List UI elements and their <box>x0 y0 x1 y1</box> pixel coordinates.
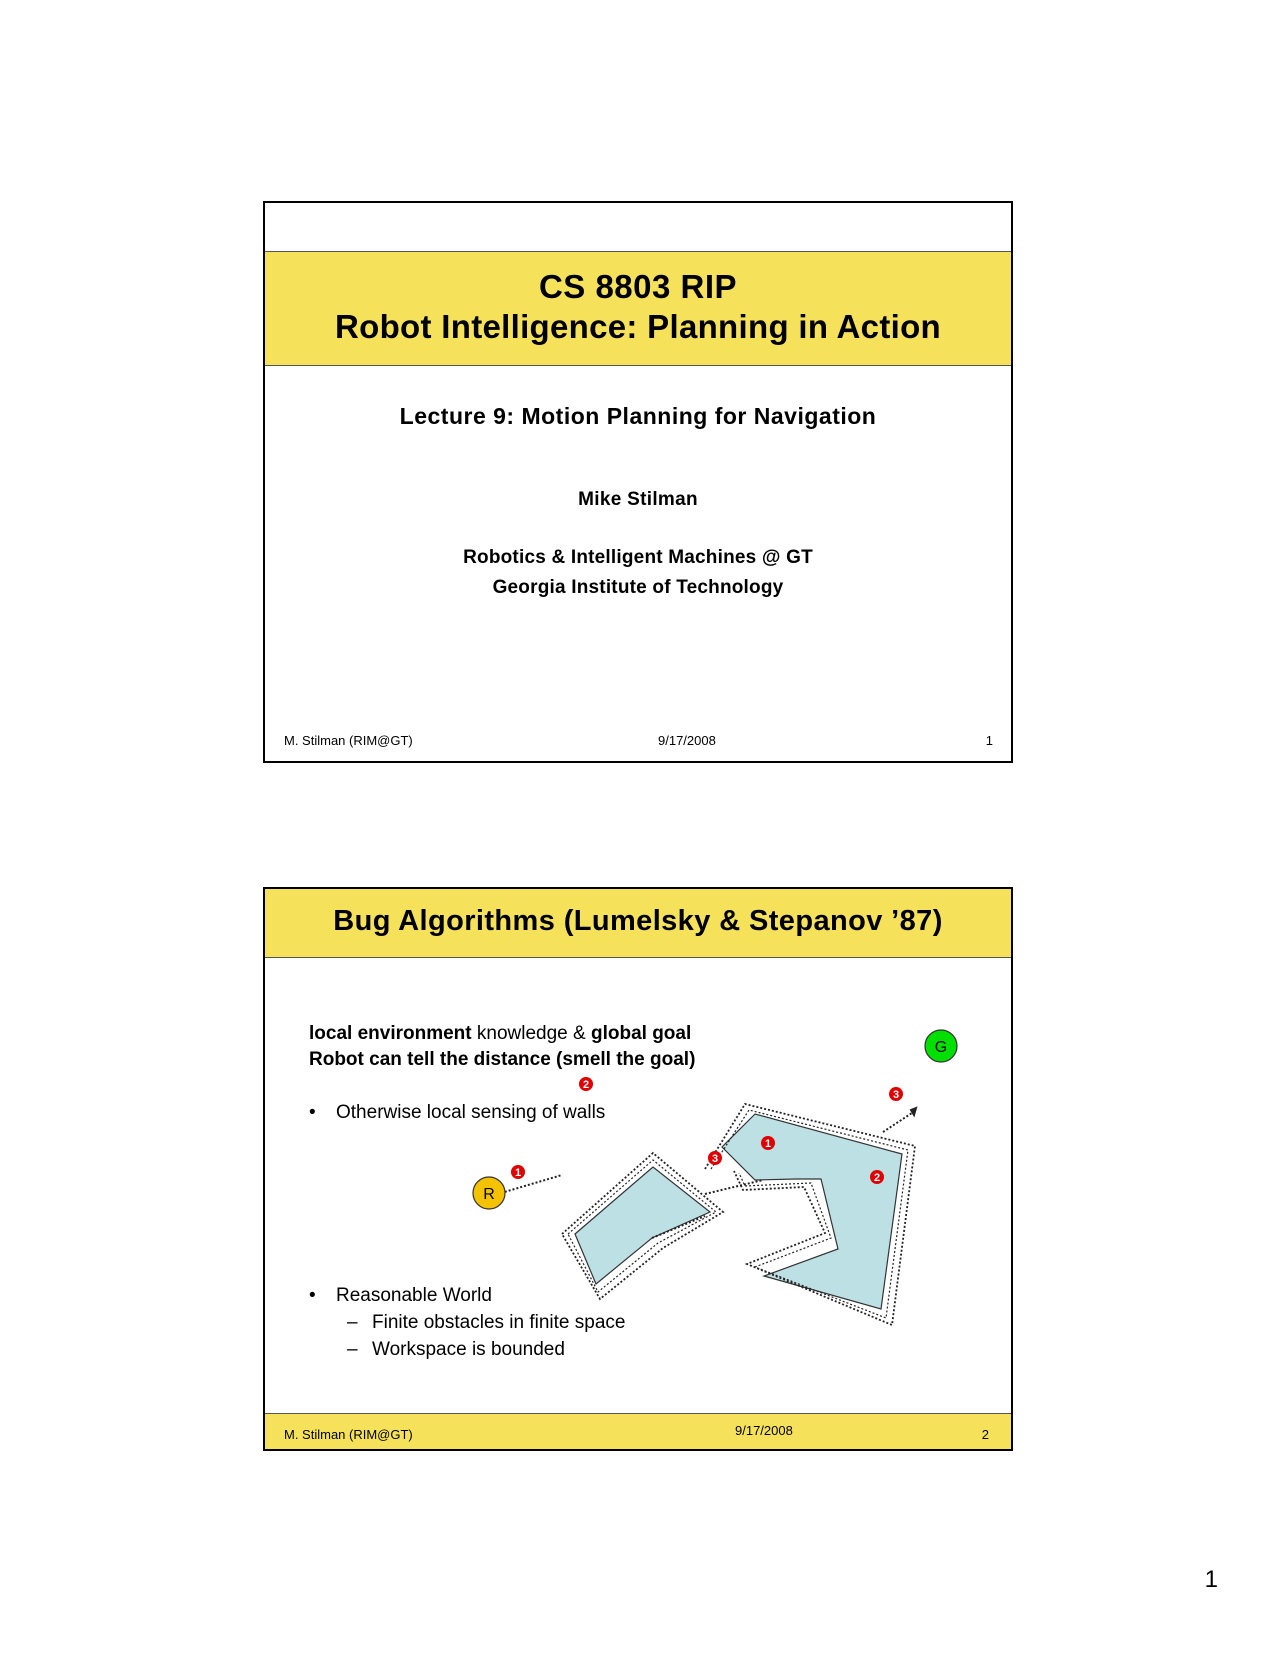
course-subtitle: Robot Intelligence: Planning in Action <box>335 308 941 345</box>
dash-glyph: – <box>347 1312 358 1333</box>
slide-1 <box>263 201 1013 763</box>
bullet-text: Otherwise local sensing of walls <box>336 1102 606 1123</box>
bullet-item <box>309 1102 605 1124</box>
dash-glyph: – <box>347 1339 358 1360</box>
footer-author: M. Stilman (RIM@GT) <box>284 733 413 748</box>
step-marker-label: 1 <box>764 1138 772 1150</box>
path-between-obstacles <box>705 1180 763 1194</box>
affiliation-institute: Georgia Institute of Technology <box>492 577 784 598</box>
step-marker <box>511 1165 525 1179</box>
slide-number: 1 <box>985 733 993 748</box>
global-goal-text: global goal <box>590 1023 692 1044</box>
distance-line: Robot can tell the distance (smell the goal) <box>309 1049 696 1070</box>
bullet-glyph: • <box>309 1102 316 1123</box>
footer-date: 9/17/2008 <box>658 733 716 748</box>
step-marker-label: 3 <box>711 1153 719 1165</box>
environment-knowledge-line <box>309 1023 691 1045</box>
step-marker <box>579 1077 593 1091</box>
robot-label: R <box>483 1186 495 1203</box>
obstacle-2 <box>722 1114 902 1309</box>
slide-number: 2 <box>981 1427 989 1442</box>
lecture-title: Lecture 9: Motion Planning for Navigation <box>399 403 877 429</box>
goal <box>925 1030 957 1062</box>
footer-date: 9/17/2008 <box>735 1423 793 1438</box>
sub-bullet-item <box>347 1312 625 1334</box>
sub-bullet-text: Finite obstacles in finite space <box>372 1312 626 1333</box>
slide-title: Bug Algorithms (Lumelsky & Stepanov ’87) <box>333 905 943 937</box>
step-marker-label: 2 <box>873 1172 881 1184</box>
page-number: 1 <box>1204 1566 1218 1593</box>
title-band <box>265 251 1011 366</box>
bullet-glyph: • <box>309 1285 316 1306</box>
step-marker <box>761 1136 775 1150</box>
step-marker-label: 2 <box>582 1079 590 1091</box>
step-marker <box>889 1087 903 1101</box>
knowledge-text: knowledge & <box>471 1023 591 1044</box>
footer-band <box>265 1413 1011 1449</box>
goal-label: G <box>934 1039 948 1056</box>
bullet-text: Reasonable World <box>336 1285 492 1306</box>
path-to-goal <box>883 1111 915 1132</box>
step-marker-label: 3 <box>892 1089 900 1101</box>
affiliation-lab: Robotics & Intelligent Machines @ GT <box>463 547 813 568</box>
local-environment-text: local environment <box>309 1023 472 1044</box>
author-name: Mike Stilman <box>578 489 698 510</box>
path-start-to-obstacle <box>501 1175 562 1193</box>
robot-start <box>473 1177 505 1209</box>
step-marker-label: 1 <box>514 1167 522 1179</box>
course-title: CS 8803 RIP <box>538 268 738 305</box>
step-marker <box>870 1170 884 1184</box>
sub-bullet-item <box>347 1339 565 1361</box>
slide-2 <box>263 887 1013 1451</box>
step-marker <box>708 1151 722 1165</box>
sub-bullet-text: Workspace is bounded <box>372 1339 565 1360</box>
footer-author: M. Stilman (RIM@GT) <box>284 1427 413 1442</box>
obstacle-1 <box>575 1167 710 1284</box>
bullet-item <box>309 1285 492 1307</box>
bug-algorithm-diagram <box>265 889 1011 1449</box>
